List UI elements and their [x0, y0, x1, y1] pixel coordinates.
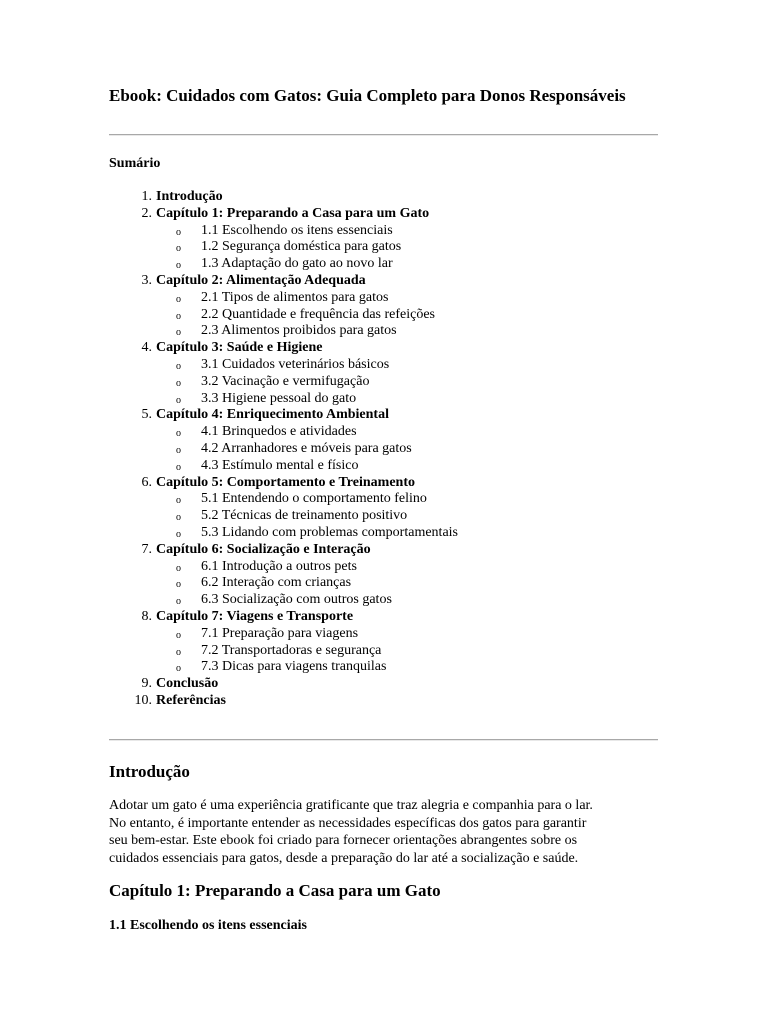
circle-bullet-icon: o [176, 243, 181, 255]
toc-subitem-link[interactable]: 1.3 Adaptação do gato ao novo lar [201, 256, 393, 272]
circle-bullet-icon: o [176, 226, 181, 238]
circle-bullet-icon: o [176, 428, 181, 440]
horizontal-rule-top [109, 134, 658, 136]
toc-subitem [156, 290, 458, 307]
toc-item [109, 340, 458, 407]
toc-subitem-link[interactable]: 2.2 Quantidade e frequência das refeições [201, 306, 435, 322]
toc-subitem-link[interactable]: 7.3 Dicas para viagens tranquilas [201, 659, 387, 675]
toc-subitem-link[interactable]: 6.3 Socialização com outros gatos [201, 592, 392, 608]
circle-bullet-icon: o [176, 444, 181, 456]
toc-subitem [156, 323, 458, 340]
toc-item [109, 189, 458, 206]
toc-subitem-link[interactable]: 4.2 Arranhadores e móveis para gatos [201, 440, 412, 456]
toc-subitem [156, 592, 458, 609]
section-1-1-heading: 1.1 Escolhendo os itens essenciais [109, 918, 307, 933]
toc-sublist [156, 357, 458, 407]
toc-chapter-link[interactable]: Introdução [156, 189, 223, 204]
toc-subitem-link[interactable]: 3.2 Vacinação e vermifugação [201, 373, 370, 389]
toc-subitem [156, 525, 458, 542]
circle-bullet-icon: o [176, 663, 181, 675]
toc-subitem [156, 659, 458, 676]
toc-item-number: 4. [141, 340, 152, 356]
toc-subitem-link[interactable]: 6.1 Introdução a outros pets [201, 558, 357, 574]
toc-chapter-link[interactable]: Capítulo 7: Viagens e Transporte [156, 608, 354, 624]
toc-sublist [156, 491, 458, 541]
toc-subitem-link[interactable]: 3.3 Higiene pessoal do gato [201, 390, 357, 406]
toc-subitem [156, 357, 458, 374]
circle-bullet-icon: o [176, 579, 181, 591]
toc-subitem [156, 491, 458, 508]
summary-heading: Sumário [109, 156, 161, 171]
circle-bullet-icon: o [176, 360, 181, 372]
toc-subitem [156, 223, 458, 240]
toc-subitem-link[interactable]: 2.3 Alimentos proibidos para gatos [201, 323, 397, 339]
toc-subitem [156, 508, 458, 525]
circle-bullet-icon: o [176, 394, 181, 406]
toc-item [109, 676, 458, 693]
circle-bullet-icon: o [176, 377, 181, 389]
circle-bullet-icon: o [176, 495, 181, 507]
toc-subitem [156, 424, 458, 441]
circle-bullet-icon: o [176, 646, 181, 658]
toc-item-number: 5. [141, 407, 152, 423]
toc-chapter-link[interactable]: Capítulo 1: Preparando a Casa para um Gato [156, 205, 430, 221]
toc-subitem [156, 307, 458, 324]
toc-item-number: 2. [141, 205, 152, 221]
circle-bullet-icon: o [176, 461, 181, 473]
toc-subitem-link[interactable]: 3.1 Cuidados veterinários básicos [201, 356, 390, 372]
circle-bullet-icon: o [176, 310, 181, 322]
toc-item [109, 609, 458, 676]
toc-item [109, 475, 458, 542]
toc-sublist [156, 290, 458, 340]
toc-item-number: 10. [134, 692, 152, 708]
intro-line: Adotar um gato é uma experiência gratificante que traz alegria e companhia para o lar. [109, 798, 593, 813]
toc-subitem [156, 256, 458, 273]
toc-item-number: 9. [141, 676, 152, 692]
circle-bullet-icon: o [176, 629, 181, 641]
toc-subitem [156, 626, 458, 643]
toc-item-number: 8. [141, 608, 152, 624]
toc-subitem [156, 391, 458, 408]
toc-subitem [156, 458, 458, 475]
intro-line: cuidados essenciais para gatos, desde a preparação do lar até a socialização e saúde. [109, 850, 579, 866]
toc-chapter-link[interactable]: Capítulo 4: Enriquecimento Ambiental [156, 407, 389, 423]
toc-item-number: 3. [141, 272, 152, 288]
circle-bullet-icon: o [176, 293, 181, 305]
intro-paragraph [109, 797, 654, 867]
toc-subitem-link[interactable]: 2.1 Tipos de alimentos para gatos [201, 289, 389, 305]
table-of-contents [109, 189, 458, 710]
toc-chapter-link[interactable]: Capítulo 2: Alimentação Adequada [156, 272, 366, 288]
circle-bullet-icon: o [176, 562, 181, 574]
toc-chapter-link[interactable]: Capítulo 5: Comportamento e Treinamento [156, 474, 415, 490]
toc-item [109, 542, 458, 609]
toc-subitem [156, 441, 458, 458]
toc-sublist [156, 559, 458, 609]
document-title: Ebook: Cuidados com Gatos: Guia Completo para Donos Responsáveis [109, 86, 626, 105]
circle-bullet-icon: o [176, 528, 181, 540]
toc-subitem [156, 643, 458, 660]
toc-subitem-link[interactable]: 4.1 Brinquedos e atividades [201, 424, 357, 440]
toc-chapter-link[interactable]: Conclusão [156, 676, 219, 692]
toc-subitem-link[interactable]: 4.3 Estímulo mental e físico [201, 457, 359, 473]
toc-chapter-link[interactable]: Referências [156, 692, 226, 708]
toc-item [109, 693, 458, 710]
toc-subitem-link[interactable]: 7.1 Preparação para viagens [201, 625, 359, 641]
toc-item-number: 7. [141, 541, 152, 557]
toc-item [109, 273, 458, 340]
toc-subitem-link[interactable]: 6.2 Interação com crianças [201, 575, 352, 591]
toc-subitem-link[interactable]: 1.1 Escolhendo os itens essenciais [201, 222, 393, 238]
toc-subitem-link[interactable]: 5.1 Entendendo o comportamento felino [201, 491, 427, 507]
toc-subitem-link[interactable]: 5.3 Lidando com problemas comportamentais [201, 524, 458, 540]
circle-bullet-icon: o [176, 596, 181, 608]
toc-sublist [156, 223, 458, 273]
toc-chapter-link[interactable]: Capítulo 3: Saúde e Higiene [156, 340, 323, 356]
intro-line: No entanto, é importante entender as necessidades específicas dos gatos para garantir [109, 815, 587, 831]
intro-line: seu bem-estar. Este ebook foi criado para fornecer orientações abrangentes sobre os [109, 833, 578, 848]
toc-item-number: 6. [141, 474, 152, 490]
toc-subitem [156, 575, 458, 592]
horizontal-rule-bottom [109, 739, 658, 741]
toc-item [109, 206, 458, 273]
toc-chapter-link[interactable]: Capítulo 6: Socialização e Interação [156, 541, 371, 557]
toc-subitem [156, 239, 458, 256]
toc-subitem-link[interactable]: 7.2 Transportadoras e segurança [201, 642, 382, 658]
intro-heading: Introdução [109, 762, 190, 781]
toc-sublist [156, 626, 458, 676]
toc-subitem-link[interactable]: 1.2 Segurança doméstica para gatos [201, 239, 402, 255]
circle-bullet-icon: o [176, 327, 181, 339]
circle-bullet-icon: o [176, 512, 181, 524]
toc-item [109, 407, 458, 474]
toc-subitem [156, 559, 458, 576]
toc-sublist [156, 424, 458, 474]
toc-subitem [156, 374, 458, 391]
toc-item-number: 1. [141, 189, 152, 204]
toc-subitem-link[interactable]: 5.2 Técnicas de treinamento positivo [201, 508, 408, 524]
chapter-1-heading: Capítulo 1: Preparando a Casa para um Gato [109, 881, 441, 900]
circle-bullet-icon: o [176, 260, 181, 272]
